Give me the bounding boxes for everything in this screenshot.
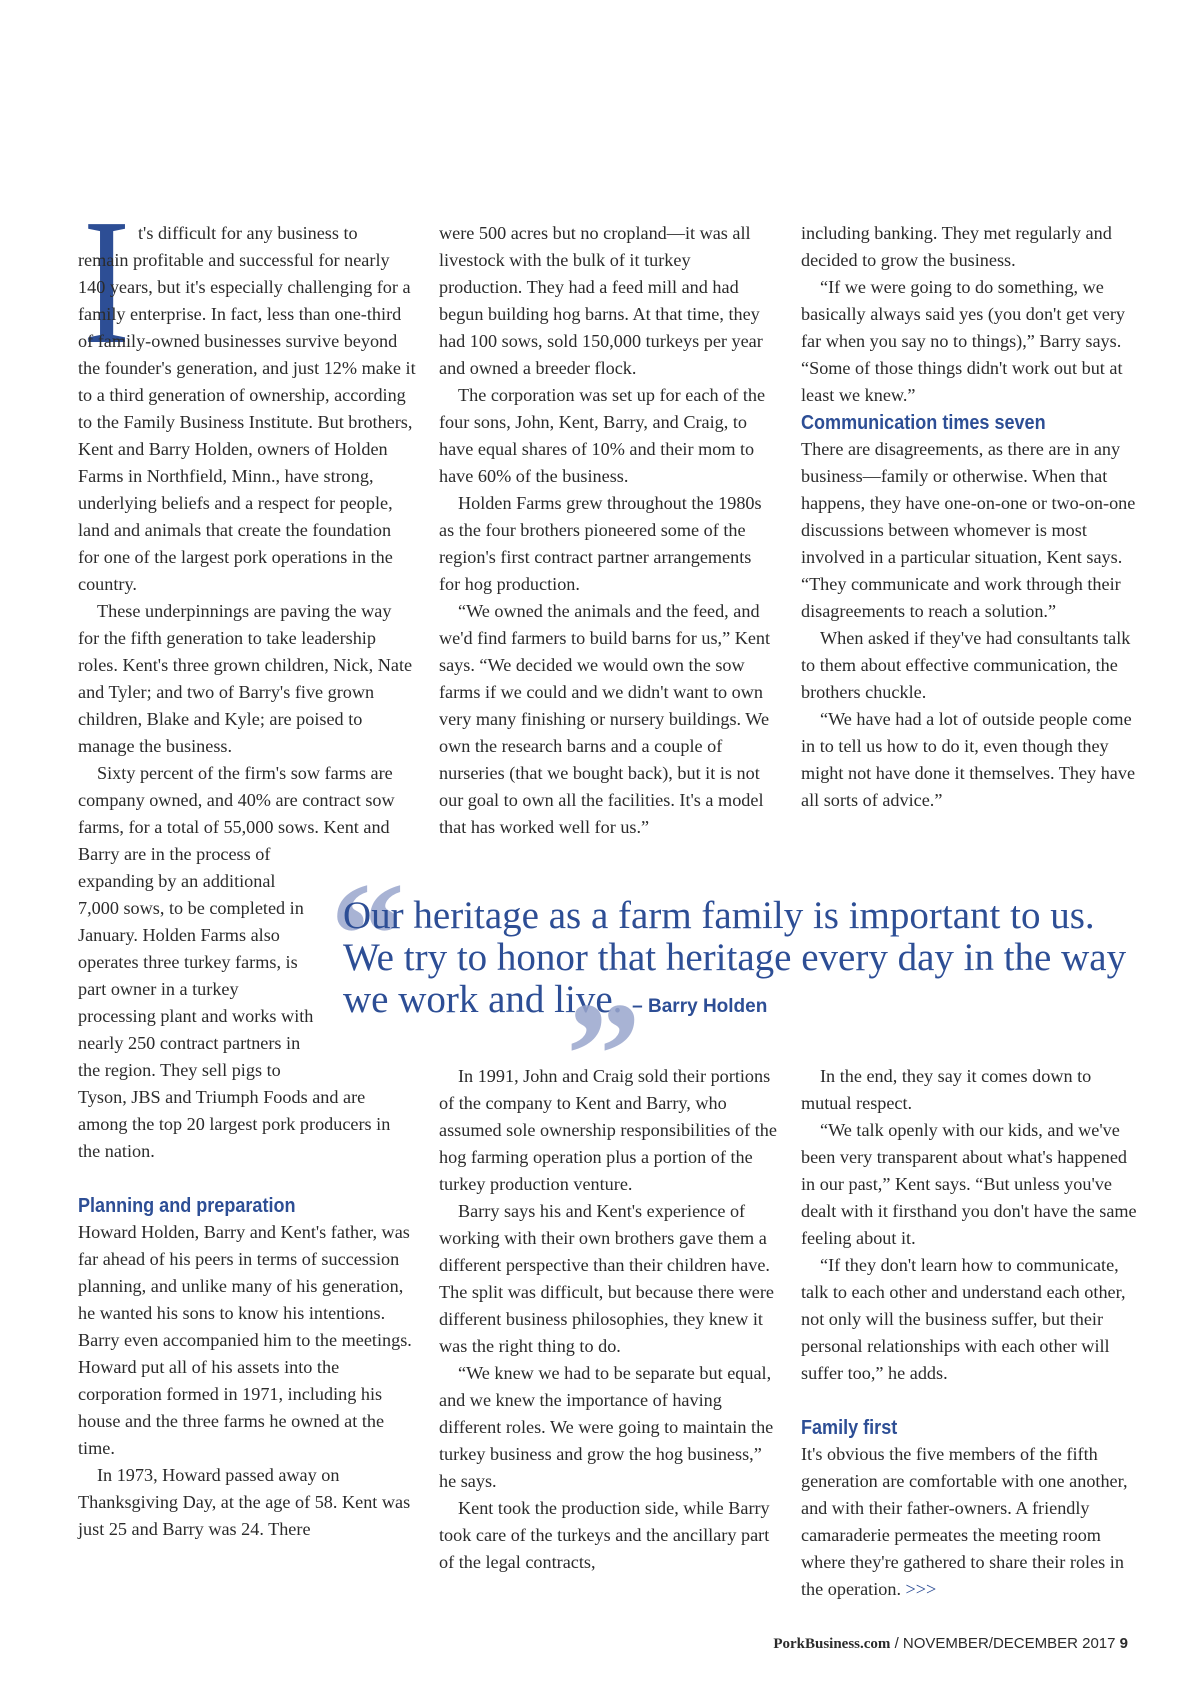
paragraph: It's obvious the five members of the fifth generation are comfortable with one another, and with their father-owners. A friendly camaraderie permeates the meeting room where they're gathered to share their roles in the operation. >>> [801,1444,1128,1599]
section-heading: Communication times seven [801,411,1046,434]
paragraph: Holden Farms grew throughout the 1980s as the four brothers pioneered some of the region's first contract partner arrangements for hog production. [439,493,762,594]
pull-quote-line-2: We try to honor that heritage every day in the way [343,936,1127,979]
paragraph: “We talk openly with our kids, and we've been very transparent about what's happened in our past,” Kent says. “But unless you've dealt with it firsthand you don't have the same feeling about it. [801,1120,1137,1248]
pull-quote-line-1: Our heritage as a farm family is important to us. [343,894,1095,937]
paragraph: “We have had a lot of outside people come in to tell us how to do it, even though they might not have done it themselves. They have all sorts of advice.” [801,709,1136,810]
page-footer [773,1635,1128,1653]
pull-quote-line-3: we work and live. [343,978,623,1021]
paragraph: Barry says his and Kent's experience of working with their own brothers gave them a different perspective than their children have. The split was difficult, but because there were different business philosophies, they knew it was the right thing to do. [439,1201,775,1356]
paragraph: In the end, they say it comes down to mutual respect. [801,1066,1092,1113]
pull-quote-attribution: – Barry Holden [632,996,768,1017]
article-column-1-intro [138,220,416,247]
paragraph: There are disagreements, as there are in any business—family or otherwise. When that happens, they have one-on-one or two-on-one discussions between whomever is most involved in a particular situation, Kent says. “They communicate and work through their disagreements to reach a solution.” [801,439,1136,621]
drop-cap: I [83,182,130,381]
section-heading: Planning and preparation [78,1194,296,1217]
paragraph: “We knew we had to be separate but equal, and we knew the importance of having different roles. We were going to maintain the turkey business and grow the hog business,” he says. [439,1363,774,1491]
paragraph: remain profitable and successful for nearly 140 years, but it's especially challenging for a family enterprise. In fact, less than one-third of family-owned businesses survive beyond the founder's generation, and just 12% make it to a third generation of ownership, according to the Family Business Institute. But brothers, Kent and Barry Holden, owners of Holden Farms in Northfield, Minn., have strong, underlying beliefs and a respect for people, land and animals that create the foundation for one of the largest pork operations in the country. [78,250,416,594]
paragraph: were 500 acres but no cropland—it was all livestock with the bulk of it turkey production. They had a feed mill and had begun building hog barns. At that time, they had 100 sows, sold 150,000 turkeys per year and owned a breeder flock. [439,223,763,378]
paragraph: Sixty percent of the firm's sow farms are company owned, and 40% are contract sow farms, for a total of 55,000 sows. Kent and Barry are in the process of expanding by an additional 7,000 sows, to be completed in January. Holden Farms also operates three turkey farms, is part owner in a turkey processing plant and works with nearly 250 contract partners in the region. They sell pigs to Tyson, JBS and Triumph Foods and are among the top 20 largest pork producers in the nation. [78,763,395,1161]
article-column-2-bottom [439,1063,777,1576]
paragraph: Howard Holden, Barry and Kent's father, was far ahead of his peers in terms of succession planning, and unlike many of his generation, he wanted his sons to know his intentions. Barry even accompanied him to the meetings. Howard put all of his assets into the corporation formed in 1971, including his house and the three farms he owned at the time. [78,1222,412,1458]
paragraph: When asked if they've had consultants talk to them about effective communication, the brothers chuckle. [801,628,1131,702]
pull-quote [343,895,1143,1028]
paragraph: “If they don't learn how to communicate, talk to each other and understand each other, not only will the business suffer, but their personal relationships with each other will suffer too,” he adds. [801,1255,1126,1383]
intro-first-line: t's difficult for any business to [138,223,358,243]
article-column-3-bottom [801,1063,1139,1603]
section-spacer [78,1165,416,1192]
article-column-3-top [801,220,1139,814]
paragraph: The corporation was set up for each of the four sons, John, Kent, Barry, and Craig, to have equal shares of 10% and their mom to have 60% of the business. [439,385,766,486]
footer-issue: / NOVEMBER/DECEMBER 2017 [890,1635,1120,1652]
paragraph: including banking. They met regularly and decided to grow the business. [801,223,1112,270]
page-number: 9 [1119,1635,1128,1652]
section-spacer [801,1387,1139,1414]
paragraph: In 1973, Howard passed away on Thanksgiving Day, at the age of 58. Kent was just 25 and Barry was 24. There [78,1465,411,1539]
close-quote-mark: ” [566,972,641,1138]
paragraph: In 1991, John and Craig sold their portions of the company to Kent and Barry, who assumed sole ownership responsibilities of the hog farming operation plus a portion of the turkey production venture. [439,1066,777,1194]
article-column-2-top [439,220,777,841]
continued-marker[interactable]: >>> [905,1579,937,1599]
paragraph: “If we were going to do something, we basically always said yes (you don't get very far when you say no to things),” Barry says. “Some of those things didn't work out but at least we knew.” [801,277,1126,405]
section-heading: Family first [801,1416,898,1439]
footer-site[interactable]: PorkBusiness.com [773,1636,891,1652]
paragraph: Kent took the production side, while Barry took care of the turkeys and the ancillary part of the legal contracts, [439,1498,770,1572]
paragraph: “We owned the animals and the feed, and we'd find farmers to build barns for us,” Kent says. “We decided we would own the sow farms if we could and we didn't want to own very many finishing or nursery buildings. We own the research barns and a couple of nurseries (that we bought back), but it is not our goal to own all the facilities. It's a model that has worked well for us.” [439,601,771,837]
paragraph: These underpinnings are paving the way for the fifth generation to take leadership roles. Kent's three grown children, Nick, Nate and Tyler; and two of Barry's five grown children, Blake and Kyle; are poised to manage the business. [78,601,413,756]
open-quote-mark: “ [330,852,405,1018]
